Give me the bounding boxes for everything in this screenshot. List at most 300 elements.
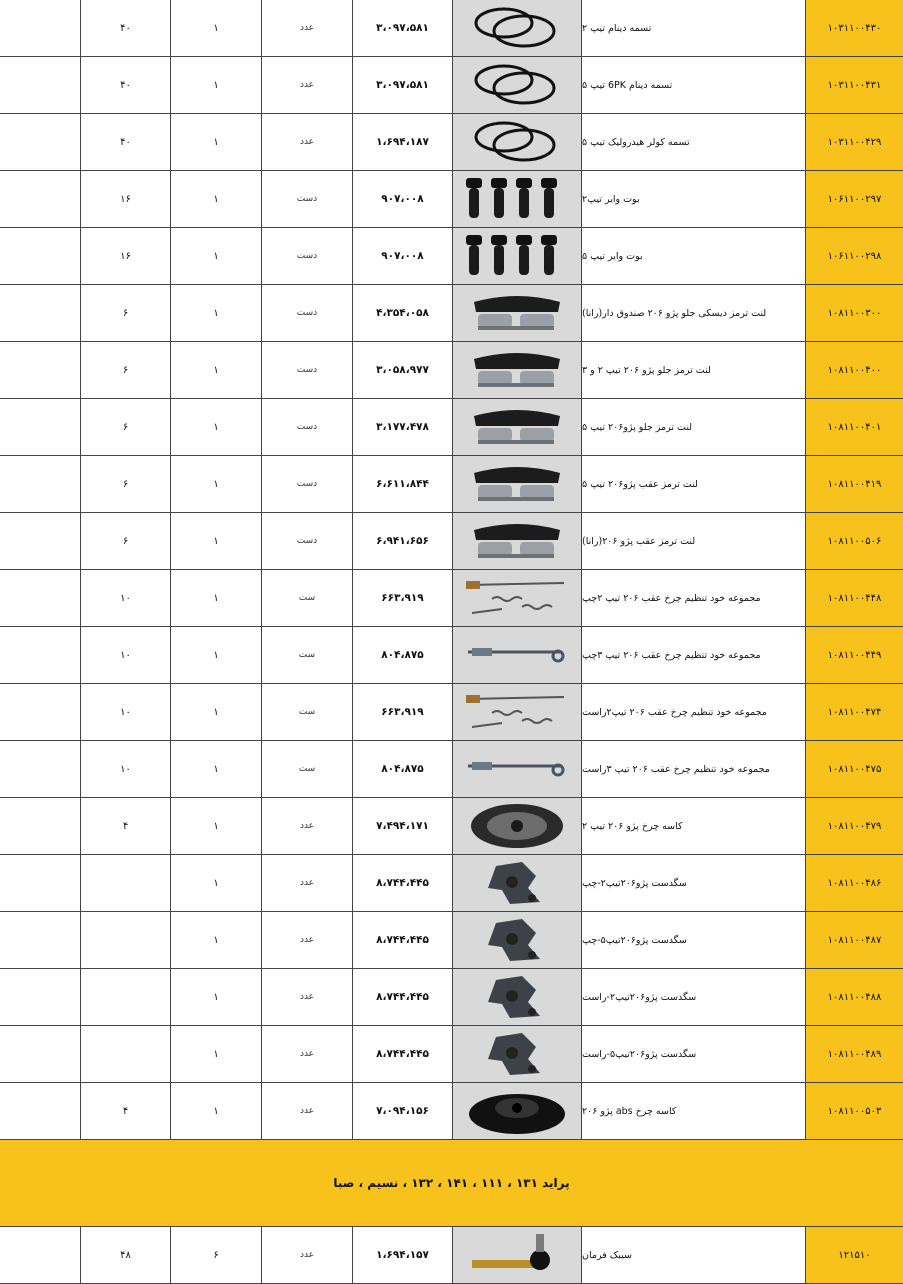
price-text: ۶،۹۴۱،۶۵۶ [376, 535, 429, 547]
price-text: ۸،۷۴۴،۴۴۵ [376, 934, 429, 946]
product-code-text: ۱۰۸۱۱۰۰۵۰۶ [827, 535, 882, 547]
product-code-text: ۱۰۸۱۱۰۰۴۷۵ [827, 763, 882, 775]
product-name-cell [581, 741, 805, 797]
product-image-cell [452, 969, 581, 1025]
price-cell [352, 171, 452, 227]
product-code-text: ۱۰۶۱۱۰۰۲۹۸ [827, 250, 882, 262]
product-name-text: سیبک فرمان [582, 1249, 632, 1261]
quantity-text: ۱ [213, 592, 219, 604]
product-code-cell [805, 114, 903, 170]
product-code-cell [805, 399, 903, 455]
table-row [0, 1083, 903, 1140]
package-count-text: ۱۰ [120, 763, 131, 775]
product-name-cell [581, 57, 805, 113]
price-cell [352, 912, 452, 968]
quantity-text: ۱ [213, 193, 219, 205]
blank-cell [0, 855, 80, 911]
table-row [0, 399, 903, 456]
table-row [0, 57, 903, 114]
product-image-cell [452, 627, 581, 683]
product-code-cell [805, 855, 903, 911]
product-code-cell [805, 1026, 903, 1082]
price-text: ۸،۷۴۴،۴۴۵ [376, 991, 429, 1003]
unit-text: عدد [299, 80, 315, 90]
product-image-cell [452, 0, 581, 56]
price-text: ۷،۰۹۴،۱۵۶ [376, 1105, 429, 1117]
blank-cell [0, 285, 80, 341]
quantity-cell [170, 1083, 261, 1139]
price-cell [352, 627, 452, 683]
package-count-cell [80, 627, 170, 683]
product-code-text: ۱۰۳۱۱۰۰۴۳۱ [827, 79, 882, 91]
product-name-cell [581, 798, 805, 854]
package-count-text: ۱۰ [120, 649, 131, 661]
product-code-cell [805, 1227, 903, 1283]
blank-cell [0, 570, 80, 626]
product-image-cell [452, 684, 581, 740]
package-count-text: ۶ [122, 364, 129, 376]
belt-icon [462, 3, 572, 53]
brake-pad-icon [462, 459, 572, 509]
table-row [0, 171, 903, 228]
quantity-cell [170, 855, 261, 911]
quantity-cell [170, 114, 261, 170]
price-text: ۶۶۳،۹۱۹ [381, 706, 424, 718]
unit-cell [261, 228, 352, 284]
product-code-text: ۱۰۸۱۱۰۰۴۷۹ [827, 820, 882, 832]
price-text: ۱،۶۹۴،۱۸۷ [376, 136, 429, 148]
product-name-text: مجموعه خود تنظیم چرخ عقب ۲۰۶ تیپ۲راست [582, 706, 767, 718]
package-count-cell [80, 456, 170, 512]
section-banner [0, 1140, 903, 1227]
product-image-cell [452, 228, 581, 284]
product-name-cell [581, 1026, 805, 1082]
product-code-text: ۱۰۸۱۱۰۰۴۰۱ [827, 421, 882, 433]
package-count-text: ۱۶ [120, 250, 131, 262]
product-name-cell [581, 456, 805, 512]
product-code-text: ۱۰۸۱۱۰۰۳۰۰ [827, 307, 882, 319]
product-image-cell [452, 456, 581, 512]
package-count-cell [80, 570, 170, 626]
table-row [0, 741, 903, 798]
unit-cell [261, 627, 352, 683]
quantity-cell [170, 684, 261, 740]
unit-cell [261, 399, 352, 455]
package-count-text: ۱۰ [120, 592, 131, 604]
product-image-cell [452, 57, 581, 113]
product-name-text: تسمه دینام 6PK تیپ ۵ [582, 79, 673, 91]
product-name-cell [581, 570, 805, 626]
package-count-text: ۶ [122, 478, 129, 490]
product-image-cell [452, 285, 581, 341]
package-count-text: ۴۰ [120, 79, 131, 91]
unit-cell [261, 1227, 352, 1283]
price-text: ۶۶۳،۹۱۹ [381, 592, 424, 604]
unit-cell [261, 855, 352, 911]
quantity-text: ۱ [213, 1048, 219, 1060]
price-cell [352, 1026, 452, 1082]
quantity-cell [170, 399, 261, 455]
spark-plug-boot-icon [462, 174, 572, 224]
quantity-text: ۱ [213, 22, 219, 34]
price-cell [352, 399, 452, 455]
package-count-text: ۶ [122, 421, 129, 433]
quantity-text: ۶ [213, 1249, 219, 1261]
product-name-cell [581, 171, 805, 227]
product-code-cell [805, 627, 903, 683]
price-cell [352, 741, 452, 797]
product-code-cell [805, 684, 903, 740]
package-count-cell [80, 57, 170, 113]
price-cell [352, 114, 452, 170]
blank-cell [0, 342, 80, 398]
steering-knuckle-icon [462, 972, 572, 1022]
price-cell [352, 57, 452, 113]
price-text: ۳،۱۷۷،۴۷۸ [376, 421, 429, 433]
blank-cell [0, 798, 80, 854]
product-code-cell [805, 912, 903, 968]
quantity-text: ۱ [213, 307, 219, 319]
unit-cell [261, 114, 352, 170]
table-row [0, 513, 903, 570]
quantity-cell [170, 513, 261, 569]
table-row [0, 1026, 903, 1083]
product-code-cell [805, 0, 903, 56]
product-name-cell [581, 342, 805, 398]
price-cell [352, 285, 452, 341]
product-image-cell [452, 1227, 581, 1283]
belt-icon [462, 60, 572, 110]
quantity-text: ۱ [213, 877, 219, 889]
unit-cell [261, 0, 352, 56]
steering-knuckle-icon [462, 1029, 572, 1079]
spark-plug-boot-icon [462, 231, 572, 281]
steering-knuckle-icon [462, 858, 572, 908]
unit-cell [261, 171, 352, 227]
quantity-text: ۱ [213, 763, 219, 775]
package-count-cell [80, 0, 170, 56]
blank-cell [0, 684, 80, 740]
quantity-cell [170, 627, 261, 683]
product-code-text: ۱۰۸۱۱۰۰۴۰۰ [827, 364, 882, 376]
quantity-cell [170, 342, 261, 398]
product-code-text: ۱۰۸۱۱۰۰۴۸۸ [827, 991, 882, 1003]
quantity-text: ۱ [213, 934, 219, 946]
blank-cell [0, 969, 80, 1025]
price-cell [352, 798, 452, 854]
product-name-text: لنت ترمز جلو پژو۲۰۶ تیپ ۵ [582, 421, 693, 433]
price-text: ۸۰۴،۸۷۵ [381, 649, 424, 661]
unit-cell [261, 969, 352, 1025]
product-image-cell [452, 513, 581, 569]
table-row [0, 969, 903, 1026]
product-image-cell [452, 342, 581, 398]
price-text: ۴،۳۵۴،۰۵۸ [376, 307, 429, 319]
product-name-text: لنت ترمز عقب پژو۲۰۶ تیپ ۵ [582, 478, 698, 490]
product-name-cell [581, 1083, 805, 1139]
unit-text: عدد [299, 1049, 315, 1059]
product-name-text: تسمه دینام تیپ ۲ [582, 22, 652, 34]
unit-cell [261, 798, 352, 854]
product-image-cell [452, 855, 581, 911]
blank-cell [0, 741, 80, 797]
product-name-cell [581, 912, 805, 968]
product-name-cell [581, 627, 805, 683]
quantity-text: ۱ [213, 535, 219, 547]
table-row [0, 228, 903, 285]
product-image-cell [452, 114, 581, 170]
package-count-cell [80, 1227, 170, 1283]
unit-text: عدد [299, 137, 315, 147]
tie-rod-end-icon [462, 1230, 572, 1280]
product-code-cell [805, 456, 903, 512]
adjuster-rod-icon [462, 744, 572, 794]
price-text: ۳،۰۵۸،۹۷۷ [376, 364, 429, 376]
product-name-cell [581, 114, 805, 170]
unit-text: عدد [299, 1250, 315, 1260]
price-text: ۳،۰۹۷،۵۸۱ [376, 22, 429, 34]
product-name-text: سگدست پژو۲۰۶تیپ۵-راست [582, 1048, 697, 1060]
product-name-text: سگدست پژو۲۰۶تیپ۲-راست [582, 991, 697, 1003]
unit-cell [261, 1026, 352, 1082]
product-code-text: ۱۰۸۱۱۰۰۴۸۷ [827, 934, 882, 946]
product-image-cell [452, 1026, 581, 1082]
product-name-text: لنت ترمز عقب پژو ۲۰۶(رانا) [582, 535, 696, 547]
price-cell [352, 228, 452, 284]
price-cell [352, 570, 452, 626]
quantity-cell [170, 57, 261, 113]
unit-text: عدد [299, 23, 315, 33]
product-name-cell [581, 684, 805, 740]
package-count-cell [80, 171, 170, 227]
quantity-cell [170, 1026, 261, 1082]
price-cell [352, 1083, 452, 1139]
quantity-cell [170, 969, 261, 1025]
steering-knuckle-icon [462, 915, 572, 965]
unit-text: دست [296, 422, 318, 432]
unit-cell [261, 456, 352, 512]
quantity-text: ۱ [213, 706, 219, 718]
quantity-cell [170, 228, 261, 284]
brake-drum-icon [462, 801, 572, 851]
package-count-text: ۴ [122, 820, 129, 832]
quantity-text: ۱ [213, 364, 219, 376]
blank-cell [0, 114, 80, 170]
product-image-cell [452, 741, 581, 797]
product-name-text: مجموعه خود تنظیم چرخ عقب ۲۰۶ تیپ ۳راست [582, 763, 770, 775]
adjuster-rod-icon [462, 630, 572, 680]
blank-cell [0, 1026, 80, 1082]
table-row [0, 684, 903, 741]
product-code-text: ۱۰۳۱۱۰۰۴۲۹ [827, 136, 882, 148]
quantity-text: ۱ [213, 820, 219, 832]
blank-cell [0, 513, 80, 569]
quantity-cell [170, 798, 261, 854]
price-text: ۹۰۷،۰۰۸ [381, 250, 424, 262]
price-cell [352, 0, 452, 56]
price-cell [352, 684, 452, 740]
product-name-text: سگدست پژو۲۰۶تیپ۲-چپ [582, 877, 687, 889]
product-image-cell [452, 912, 581, 968]
unit-cell [261, 513, 352, 569]
package-count-cell [80, 228, 170, 284]
product-code-text: ۱۰۸۱۱۰۰۴۸۹ [827, 1048, 882, 1060]
quantity-text: ۱ [213, 136, 219, 148]
price-text: ۸،۷۴۴،۴۴۵ [376, 1048, 429, 1060]
blank-cell [0, 0, 80, 56]
unit-text: عدد [299, 878, 315, 888]
product-code-cell [805, 57, 903, 113]
unit-text: ست [298, 650, 316, 660]
unit-text: ست [298, 593, 316, 603]
product-name-text: سگدست پژو۲۰۶تیپ۵-چپ [582, 934, 687, 946]
brake-pad-icon [462, 345, 572, 395]
belt-icon [462, 117, 572, 167]
blank-cell [0, 912, 80, 968]
table-row [0, 456, 903, 513]
package-count-cell [80, 342, 170, 398]
product-code-cell [805, 171, 903, 227]
product-name-text: کاسه چرخ abs پژو ۲۰۶ [582, 1105, 677, 1117]
package-count-cell [80, 1083, 170, 1139]
product-name-text: بوت وایر تیپ۲ [582, 193, 640, 205]
price-text: ۶،۶۱۱،۸۴۴ [376, 478, 429, 490]
price-cell [352, 855, 452, 911]
quantity-text: ۱ [213, 250, 219, 262]
table-row [0, 627, 903, 684]
product-name-cell [581, 855, 805, 911]
product-name-cell [581, 513, 805, 569]
product-name-text: لنت ترمز دیسکی جلو پژو ۲۰۶ صندوق دار(رانا) [582, 307, 767, 319]
product-name-cell [581, 285, 805, 341]
quantity-cell [170, 570, 261, 626]
package-count-text: ۴۰ [120, 136, 131, 148]
package-count-text: ۶ [122, 535, 129, 547]
product-name-cell [581, 1227, 805, 1283]
price-text: ۸،۷۴۴،۴۴۵ [376, 877, 429, 889]
price-cell [352, 969, 452, 1025]
unit-cell [261, 570, 352, 626]
product-image-cell [452, 798, 581, 854]
unit-text: دست [296, 479, 318, 489]
product-name-cell [581, 228, 805, 284]
product-name-text: بوت وایر تیپ ۵ [582, 250, 643, 262]
table-row [0, 570, 903, 627]
product-code-text: ۱۰۸۱۱۰۰۴۴۹ [827, 649, 882, 661]
package-count-text: ۴۸ [120, 1249, 131, 1261]
unit-text: عدد [299, 1106, 315, 1116]
price-text: ۸۰۴،۸۷۵ [381, 763, 424, 775]
product-code-cell [805, 285, 903, 341]
brake-drum-dark-icon [462, 1086, 572, 1136]
product-code-cell [805, 741, 903, 797]
product-code-cell [805, 1083, 903, 1139]
brake-pad-icon [462, 402, 572, 452]
product-code-text: ۱۰۸۱۱۰۰۴۷۴ [827, 706, 882, 718]
brake-pad-icon [462, 288, 572, 338]
quantity-text: ۱ [213, 478, 219, 490]
table-row [0, 114, 903, 171]
product-name-cell [581, 969, 805, 1025]
package-count-cell [80, 513, 170, 569]
product-code-text: ۱۰۸۱۱۰۰۵۰۳ [827, 1105, 882, 1117]
product-code-cell [805, 969, 903, 1025]
unit-cell [261, 912, 352, 968]
unit-text: دست [296, 194, 318, 204]
unit-cell [261, 684, 352, 740]
price-cell [352, 513, 452, 569]
product-code-cell [805, 228, 903, 284]
quantity-cell [170, 1227, 261, 1283]
package-count-cell [80, 684, 170, 740]
blank-cell [0, 627, 80, 683]
quantity-text: ۱ [213, 649, 219, 661]
product-name-text: مجموعه خود تنظیم چرخ عقب ۲۰۶ تیپ ۳چپ [582, 649, 761, 661]
product-name-cell [581, 0, 805, 56]
product-name-text: کاسه چرخ پژو ۲۰۶ تیپ ۲ [582, 820, 683, 832]
blank-cell [0, 228, 80, 284]
package-count-cell [80, 1026, 170, 1082]
blank-cell [0, 171, 80, 227]
unit-text: دست [296, 251, 318, 261]
unit-text: ست [298, 707, 316, 717]
price-text: ۹۰۷،۰۰۸ [381, 193, 424, 205]
quantity-text: ۱ [213, 421, 219, 433]
unit-text: عدد [299, 821, 315, 831]
price-text: ۳،۰۹۷،۵۸۱ [376, 79, 429, 91]
product-code-text: ۱۰۳۱۱۰۰۴۳۰ [827, 22, 882, 34]
package-count-text: ۱۶ [120, 193, 131, 205]
quantity-text: ۱ [213, 1105, 219, 1117]
product-code-text: ۱۰۸۱۱۰۰۴۱۹ [827, 478, 882, 490]
package-count-cell [80, 741, 170, 797]
product-code-text: ۱۰۸۱۱۰۰۴۴۸ [827, 592, 882, 604]
blank-cell [0, 456, 80, 512]
product-code-cell [805, 570, 903, 626]
unit-text: دست [296, 308, 318, 318]
adjuster-kit-icon [462, 687, 572, 737]
product-code-cell [805, 342, 903, 398]
quantity-text: ۱ [213, 79, 219, 91]
product-code-cell [805, 798, 903, 854]
product-name-text: تسمه کولر هیدرولیک تیپ ۵ [582, 136, 690, 148]
quantity-cell [170, 912, 261, 968]
table-row [0, 0, 903, 57]
product-code-text: ۱۲۱۵۱۰ [838, 1249, 871, 1261]
unit-cell [261, 285, 352, 341]
price-text: ۷،۴۹۴،۱۷۱ [376, 820, 429, 832]
package-count-cell [80, 285, 170, 341]
product-image-cell [452, 399, 581, 455]
unit-cell [261, 1083, 352, 1139]
unit-cell [261, 57, 352, 113]
adjuster-kit-icon [462, 573, 572, 623]
blank-cell [0, 399, 80, 455]
package-count-text: ۱۰ [120, 706, 131, 718]
product-name-text: مجموعه خود تنظیم چرخ عقب ۲۰۶ تیپ ۲چپ [582, 592, 761, 604]
unit-text: دست [296, 365, 318, 375]
package-count-cell [80, 798, 170, 854]
quantity-cell [170, 741, 261, 797]
product-image-cell [452, 1083, 581, 1139]
price-cell [352, 1227, 452, 1283]
price-text: ۱،۶۹۴،۱۵۷ [376, 1249, 429, 1261]
unit-text: عدد [299, 992, 315, 1002]
quantity-cell [170, 0, 261, 56]
package-count-cell [80, 969, 170, 1025]
product-code-text: ۱۰۸۱۱۰۰۴۸۶ [827, 877, 882, 889]
package-count-text: ۴ [122, 1105, 129, 1117]
